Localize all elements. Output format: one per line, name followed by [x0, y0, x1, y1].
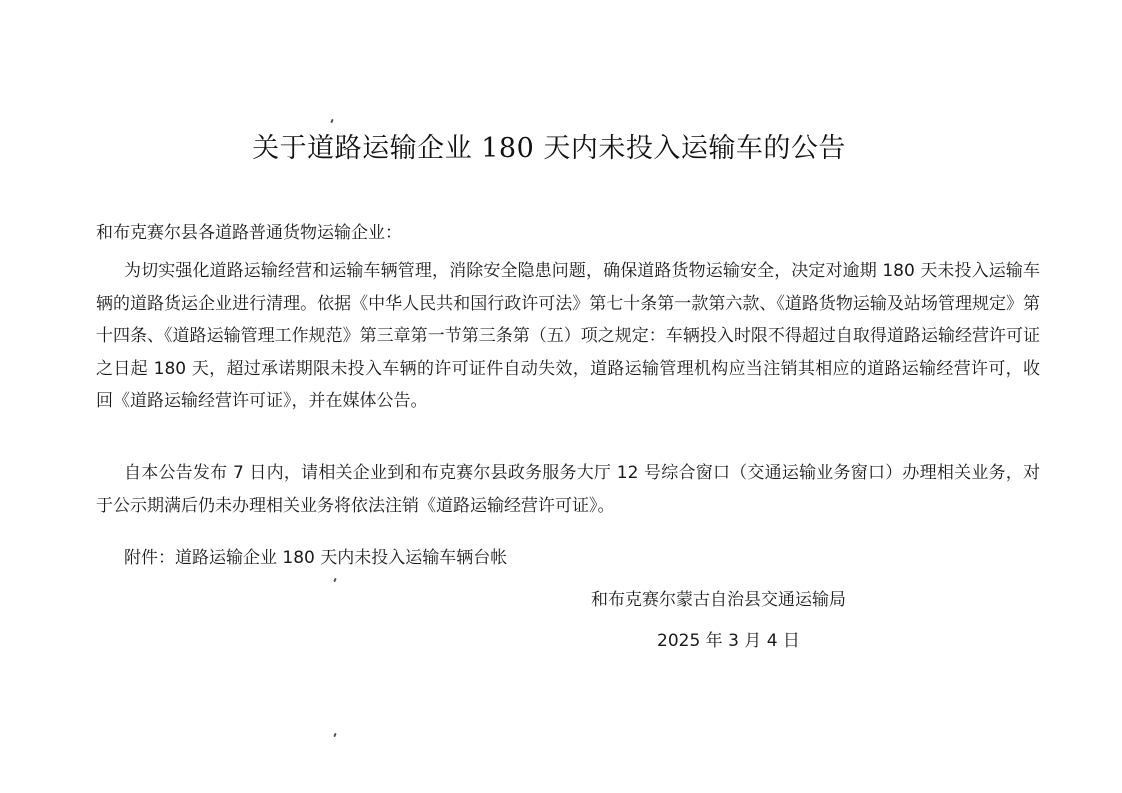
scan-speck — [333, 578, 337, 582]
document-title: 关于道路运输企业 180 天内未投入运输车的公告 — [252, 133, 846, 164]
body-paragraph-2: 自本公告发布 7 日内，请相关企业到和布克赛尔县政务服务大厅 12 号综合窗口（交通运输业务窗口）办理相关业务，对于公示期满后仍未办理相关业务将依法注销《道路运输经营许可证》。 — [96, 463, 1040, 516]
issue-date: 2025 年 3 月 4 日 — [657, 631, 800, 651]
salutation: 和布克赛尔县各道路普通货物运输企业： — [96, 223, 402, 243]
scan-speck — [333, 733, 337, 737]
issuing-authority: 和布克赛尔蒙古自治县交通运输局 — [591, 590, 846, 610]
scan-speck — [330, 119, 334, 123]
body-paragraph-1: 为切实强化道路运输经营和运输车辆管理，消除安全隐患问题，确保道路货物运输安全，决定对逾期 180 天未投入运输车辆的道路货运企业进行清理。依据《中华人民共和国行政许可法》第七十条第一款第六款、《道路货物运输及站场管理规定》第十四条、《道路运输管理工作规范》第三章第一节第三条第（五）项之规定：车辆投入时限不得超过自取得道路运输经营许可证之日起 180 天，超过承诺期限未投入车辆的许可证件自动失效，道路运输管理机构应当注销其相应的道路运输经营许可，收回《道路运输经营许可证》，并在媒体公告。 — [96, 261, 1040, 412]
attachment-note: 附件：道路运输企业 180 天内未投入运输车辆台帐 — [124, 548, 508, 568]
